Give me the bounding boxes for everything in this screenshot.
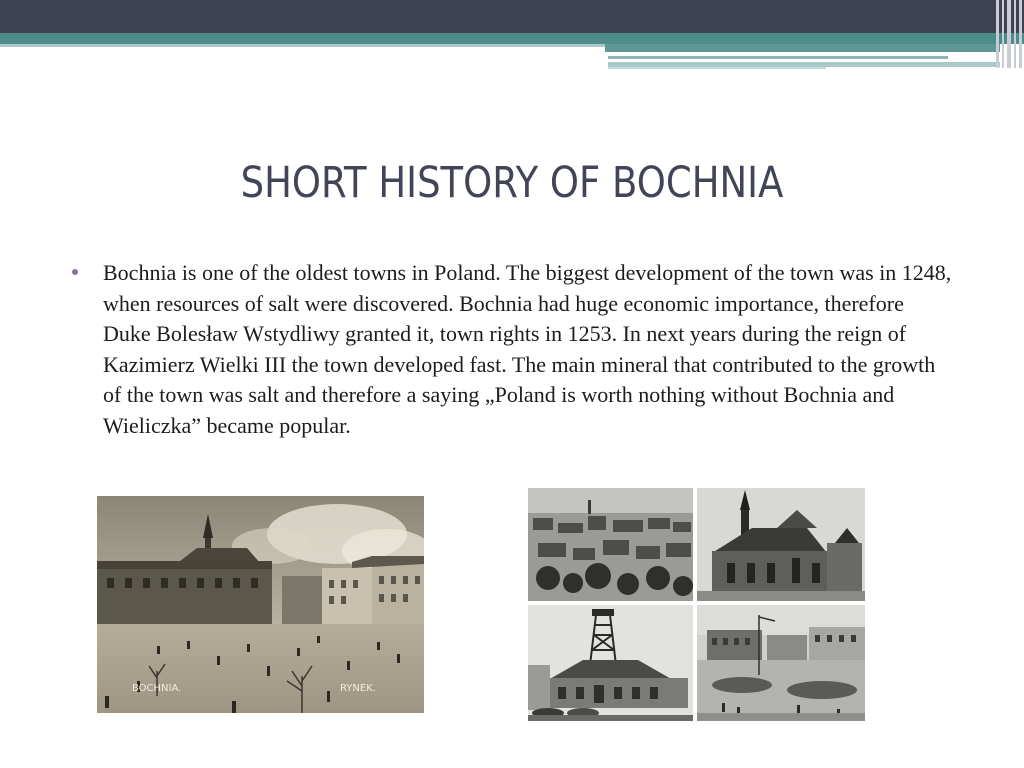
header-light-band <box>0 44 610 47</box>
collage-salt-mine <box>528 605 693 721</box>
header-dark-band <box>0 0 1024 33</box>
history-paragraph: Bochnia is one of the oldest towns in Poland. The biggest development of the town was in 1248, when resources of salt were discovered. Bochnia had huge economic importance, therefore Duke Bolesław Wstydliwy granted it, town rights in 1253. In next years during the reign of Kazimierz Wielki III the town developed fast. The main mineral that contributed to the growth of the town was salt and therefore a saying „Poland is worth nothing without Bochnia and Wieliczka” became popular. <box>103 260 952 438</box>
list-item <box>72 258 952 441</box>
header-stripes <box>994 0 1024 68</box>
collage-aerial-view <box>528 488 693 601</box>
header-teal-band <box>0 33 1024 44</box>
collage-market-square <box>697 605 865 721</box>
town-collage-photo <box>528 488 865 721</box>
photo-caption-right: RYNEK. <box>340 683 376 694</box>
collage-church <box>697 488 865 601</box>
market-square-photo <box>97 496 424 713</box>
header-accent-line <box>608 67 826 69</box>
header-accent-bar <box>605 44 1000 52</box>
slide-title: SHORT HISTORY OF BOCHNIA <box>240 158 784 208</box>
bullet-icon <box>72 269 78 275</box>
photo-caption-left: BOCHNIA. <box>132 683 182 694</box>
header-accent-line <box>608 56 948 59</box>
bullet-list <box>72 258 952 441</box>
